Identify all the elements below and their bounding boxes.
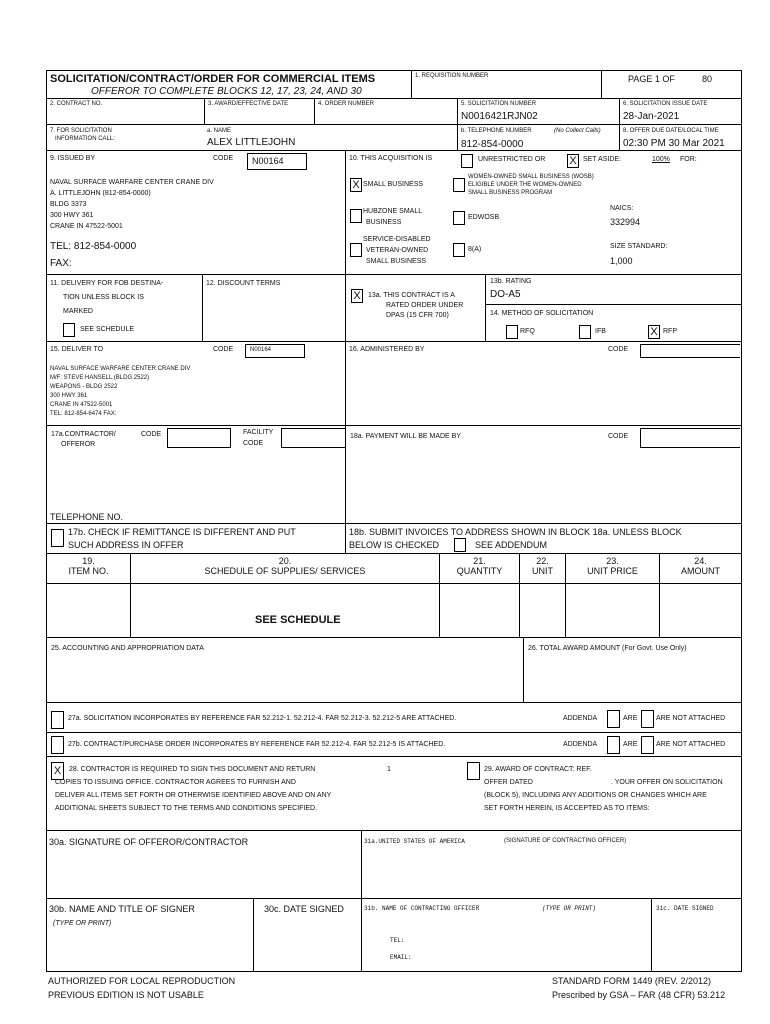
contact-telephone: 812-854-0000 (461, 139, 524, 150)
order-number-cell[interactable]: 4. ORDER NUMBER (314, 99, 457, 125)
row-27b: 27b. CONTRACT/PURCHASE ORDER INCORPORATES BY REFERENCE FAR 52.212-4. FAR 52.212-5 IS ATTACHED. ADDENDA ARE ARE NOT ATTACHED (47, 733, 741, 757)
contracting-officer-date-cell[interactable]: 31c. DATE SIGNED (651, 899, 741, 971)
col-unit: 22. UNIT (519, 554, 565, 584)
form-title: SOLICITATION/CONTRACT/ORDER FOR COMMERCIAL ITEMS (50, 73, 376, 85)
solicitation-number-cell: 5. SOLICITATION NUMBER N0016421RJN02 (457, 99, 619, 125)
27a-are-not-checkbox[interactable] (641, 710, 654, 728)
contractor-sign-cell: X 28. CONTRACTOR IS REQUIRED TO SIGN THIS DOCUMENT AND RETURN 1 COPIES TO ISSUING OFFICE. CONTRACTOR AGREES TO FURNISH AND DELIVER ALL ITEMS SET FORTH OR OTHERWISE IDENTIFIED ABOVE AND ON ANY ADDITIONAL SHEETS SUBJECT TO THE TERMS AND CONDITIONS SPECIFIED. (47, 757, 463, 831)
hubzone-checkbox[interactable] (350, 209, 362, 223)
schedule-divider (565, 584, 566, 638)
schedule-divider (659, 584, 660, 638)
col-schedule-of-supplies: 20. SCHEDULE OF SUPPLIES/ SERVICES (130, 554, 439, 584)
award-date-cell[interactable]: 3. AWARD/EFFECTIVE DATE (204, 99, 314, 125)
edwosb-checkbox[interactable] (453, 211, 465, 225)
fob-delivery-cell: 11. DELIVERY FOR FOB DESTINA- TION UNLESS BLOCK IS MARKED SEE SCHEDULE (47, 275, 202, 342)
date-signed-cell[interactable]: 30c. DATE SIGNED (253, 899, 361, 971)
schedule-divider (130, 584, 131, 638)
method-of-solicitation-cell: 14. METHOD OF SOLICITATION RFQ IFB X RFP (485, 305, 741, 342)
27a-checkbox[interactable] (51, 711, 64, 729)
payment-code-box[interactable] (640, 428, 740, 448)
contact-name: ALEX LITTLEJOHN (207, 137, 296, 148)
rating-value: DO-A5 (490, 289, 521, 300)
contact-telephone-cell: b. TELEPHONE NUMBER (No Collect Calls) 812-854-0000 (457, 125, 619, 151)
remittance-cell: 17b. CHECK IF REMITTANCE IS DIFFERENT AND PUT SUCH ADDRESS IN OFFER (47, 524, 345, 554)
rating-cell: 13b. RATING DO-A5 (485, 275, 741, 305)
remittance-checkbox[interactable] (51, 529, 64, 547)
27b-are-checkbox[interactable] (607, 736, 620, 754)
contract-no-cell[interactable]: 2. CONTRACT NO. (47, 99, 204, 125)
wosb-checkbox[interactable] (453, 178, 465, 192)
addendum-checkbox[interactable] (454, 538, 466, 552)
naics-code: 332994 (610, 217, 641, 227)
contracting-officer-name-cell: 31b. NAME OF CONTRACTING OFFICER (TYPE OR PRINT) TEL: EMAIL: (361, 899, 651, 971)
schedule-divider (519, 584, 520, 638)
eight-a-checkbox[interactable] (453, 243, 465, 257)
issued-by-cell: 9. ISSUED BY CODE N00164 NAVAL SURFACE WARFARE CENTER CRANE DIV A. LITTLEJOHN (812-854-0000) BLDG 3373 300 HWY 361 CRANE IN 47522-5001 TEL: 812-854-0000 FAX: (47, 151, 345, 275)
deliver-to-cell: 15. DELIVER TO CODE N00164 NAVAL SURFACE WARFARE CENTER CRANE DIV M/F: STEVE HANSELL (BLDG 2522) WEAPONS - BLDG 2522 300 HWY 361 CRANE IN 47522-5001 TEL: 812-854-6474 FAX: (47, 342, 345, 426)
sdvosb-checkbox[interactable] (350, 243, 362, 257)
size-standard: 1,000 (610, 256, 633, 266)
administered-by-code-box[interactable] (640, 344, 740, 358)
29-checkbox[interactable] (467, 762, 480, 780)
contractor-code-box[interactable] (167, 428, 231, 448)
issue-date-cell: 6. SOLICITATION ISSUE DATE 28-Jan-2021 (619, 99, 741, 125)
row-27a: 27a. SOLICITATION INCORPORATES BY REFERENCE FAR 52.212-1. 52.212-4. FAR 52.212-3. 52.212-5 ARE ATTACHED. ADDENDA ARE ARE NOT ATTACHED (47, 703, 741, 733)
schedule-divider (439, 584, 440, 638)
award-of-contract-cell: 29. AWARD OF CONTRACT: REF. OFFER DATED . YOUR OFFER ON SOLICITATION (BLOCK 5), INCLUDING ANY ADDITIONS OR CHANGES WHICH ARE SET FORTH HEREIN, IS ACCEPTED AS TO ITEMS: (463, 757, 741, 831)
deliver-to-code-box: N00164 (245, 344, 305, 358)
contact-name-cell: a. NAME ALEX LITTLEJOHN (204, 125, 457, 151)
solicitation-number: N0016421RJN02 (461, 111, 538, 122)
payment-cell[interactable]: 18a. PAYMENT WILL BE MADE BY CODE (345, 426, 741, 524)
footer-standard-form: STANDARD FORM 1449 (REV. 2/2012) (552, 976, 712, 986)
schedule-body-row (47, 584, 741, 638)
set-aside-checkbox[interactable]: X (567, 154, 579, 168)
administered-by-cell[interactable]: 16. ADMINISTERED BY CODE (345, 342, 741, 426)
27a-are-checkbox[interactable] (607, 710, 620, 728)
contracting-officer-signature-cell[interactable]: 31a.UNITED STATES OF AMERICA (SIGNATURE OF CONTRACTING OFFICER) (361, 831, 741, 899)
issue-date: 28-Jan-2021 (623, 111, 680, 122)
signer-name-cell[interactable]: 30b. NAME AND TITLE OF SIGNER (TYPE OR PRINT) (49, 904, 195, 927)
solicitation-info-cell: 7. FOR SOLICITATION INFORMATION CALL: (47, 125, 204, 151)
unrestricted-checkbox[interactable] (461, 154, 473, 168)
col-unit-price: 23. UNIT PRICE (565, 554, 659, 584)
27b-are-not-checkbox[interactable] (641, 736, 654, 754)
contractor-cell: 17a.CONTRACTOR/ OFFEROR CODE FACILITY CODE TELEPHONE NO. (47, 426, 345, 524)
see-schedule-text: SEE SCHEDULE (255, 614, 341, 626)
form-subtitle: OFFEROR TO COMPLETE BLOCKS 12, 17, 23, 24, AND 30 (91, 86, 362, 97)
fob-see-schedule-checkbox[interactable] (63, 323, 75, 337)
28-checkbox[interactable]: X (51, 762, 64, 780)
offer-due-date: 02:30 PM 30 Mar 2021 (623, 138, 725, 149)
27b-checkbox[interactable] (51, 736, 64, 754)
col-item-no: 19. ITEM NO. (68, 556, 109, 576)
offeror-signature-cell[interactable]: 30a. SIGNATURE OF OFFEROR/CONTRACTOR (47, 831, 361, 899)
sf1449-form (46, 70, 742, 972)
discount-terms-cell[interactable]: 12. DISCOUNT TERMS (202, 275, 345, 342)
offer-due-cell: 8. OFFER DUE DATE/LOCAL TIME 02:30 PM 30 Mar 2021 (619, 125, 741, 151)
facility-code-box[interactable] (281, 428, 345, 448)
footer-prescribed-by: Prescribed by GSA – FAR (48 CFR) 53.212 (552, 990, 726, 1000)
rfp-checkbox[interactable]: X (648, 325, 660, 339)
submit-invoices-cell: 18b. SUBMIT INVOICES TO ADDRESS SHOWN IN BLOCK 18a. UNLESS BLOCK BELOW IS CHECKED SEE ADDENDUM (345, 524, 741, 554)
col-quantity: 21. QUANTITY (439, 554, 519, 584)
issued-by-code-box: N00164 (247, 153, 307, 170)
accounting-data-cell[interactable]: 25. ACCOUNTING AND APPROPRIATION DATA (47, 638, 523, 703)
page-count-cell: PAGE 1 OF 80 (601, 71, 741, 99)
acquisition-cell: 10. THIS ACQUISITION IS UNRESTRICTED OR X SET ASIDE: 100% FOR: X SMALL BUSINESS WOMEN-OWNED SMALL BUSINESS (WOSB) ELIGIBLE UNDER THE WOMEN-OWNED SMALL BUSINESS PROGRAM HUBZONE SMALL BUSINESS EDWOSB NAICS: 332994 SERVICE-DISABLED VETERAN-OWNED SMALL BUSINESS 8(A) SIZE STANDARD: 1,000 (345, 151, 741, 275)
rated-order-checkbox[interactable]: X (351, 289, 363, 303)
col-amount: 24. AMOUNT (659, 554, 741, 584)
rated-order-cell: X 13a. THIS CONTRACT IS A RATED ORDER UNDER DPAS (15 CFR 700) (345, 275, 485, 342)
total-award-cell[interactable]: 26. TOTAL AWARD AMOUNT (For Govt. Use Only) (523, 638, 741, 703)
footer-authorized: AUTHORIZED FOR LOCAL REPRODUCTION (48, 976, 236, 986)
page-total: 80 (702, 74, 713, 84)
rfq-checkbox[interactable] (506, 325, 518, 339)
footer-previous-edition: PREVIOUS EDITION IS NOT USABLE (48, 990, 204, 1000)
small-business-checkbox[interactable]: X (350, 178, 362, 192)
ifb-checkbox[interactable] (579, 325, 591, 339)
requisition-number-cell[interactable]: 1. REQUISITION NUMBER (411, 71, 601, 99)
